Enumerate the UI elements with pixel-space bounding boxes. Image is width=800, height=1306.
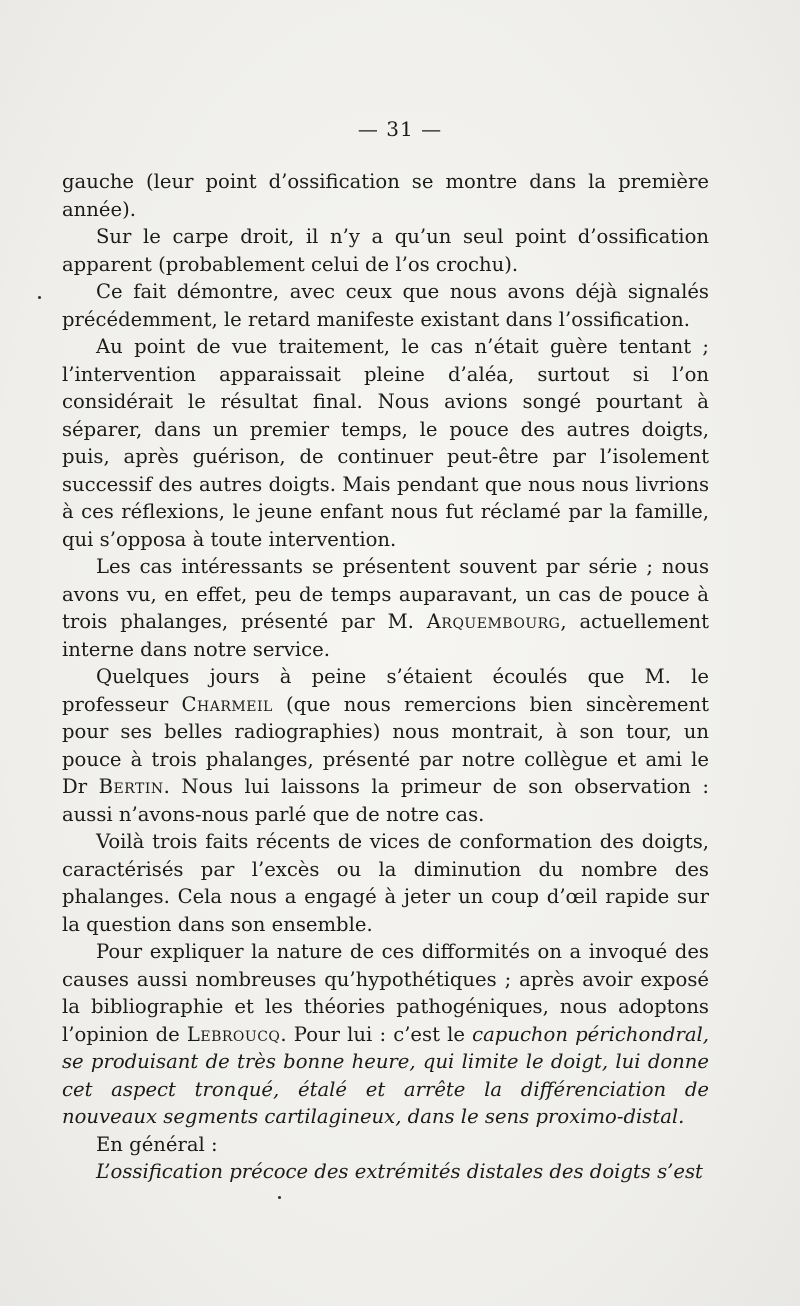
text-run: Pour expliquer la nature de ces difformités on a invoqué des causes aussi nombreuses qu’hypothétiques ; après avoir exposé la bibliographie et les théories pathogéniques, nous adoptons l’opinion de [62,940,709,1046]
text-run: Au point de vue traitement, le cas n’était guère tentant ; l’intervention apparaissait pleine d’aléa, surtout si l’on considérait le résultat final. Nous avions songé pourtant à séparer, dans un premier temps, le pouce des autres doigts, puis, après guérison, de continuer peut-être par l’isolement successif des autres doigts. Mais pendant que nous nous livrions à ces réflexions, le jeune enfant nous fut réclamé par la famille, qui s’opposa à toute intervention. [62,335,709,551]
text-run: Bertin [98,775,164,798]
paragraph-p7 [62,828,709,938]
text-run: Ce fait démontre, avec ceux que nous avons déjà signalés précédemment, le retard manifeste existant dans l’ossification. [62,280,709,331]
paragraph-p3 [62,278,709,333]
text-run: Lebroucq [186,1022,281,1046]
paragraph-p1 [62,168,709,223]
text-run: Voilà trois faits récents de vices de conformation des doigts, caractérisés par l’excès ou la diminution du nombre des phalanges. Cela nous a engagé à jeter un coup d’œil rapide sur la question dans son ensemble. [62,830,709,936]
text-run: Les cas intéressants se présentent souvent par série ; nous avons vu, en effet, peu de temps auparavant, un cas de pouce à trois phalanges, présenté par M. [62,555,709,633]
text-run: . Nous lui laissons la primeur de son observation : aussi n’avons-nous parlé que de notre cas. [62,775,709,826]
speck [38,296,41,299]
paragraph-p6 [62,663,709,828]
text-run: En général : [96,1132,218,1156]
text-run: Arquembourg [426,610,561,633]
paragraph-p9 [62,1131,709,1159]
page-number: — 31 — [357,117,443,141]
text-run: Quelques jours à peine s’étaient écoulés que M. le professeur [62,665,709,716]
paragraph-p10 [62,1158,709,1186]
text-run: (que nous remercions bien sincèrement pour ses belles radiographies) nous montrait, à son tour, un pouce à trois phalanges, présenté par notre collègue et ami le Dr [62,692,709,798]
text-run: capuchon périchondral, se produisant de très bonne heure, qui limite le doigt, lui donne cet aspect tronqué, étalé et arrête la différenciation de nouveaux segments cartilagineux, dans le sens proximo-distal. [62,1022,709,1128]
text-run: gauche (leur point d’ossification se montre dans la première année). [62,170,709,221]
text-run: L’ossification précoce des extrémités distales des doigts s’est [96,1160,703,1183]
speck [278,1196,281,1199]
text-run: . Pour lui : c’est le [280,1022,473,1046]
text-run: Charmeil [181,692,273,716]
paragraph-p4 [62,333,709,553]
text-run: , actuellement interne dans notre service. [62,610,709,661]
body-text [62,168,709,1186]
text-run: Sur le carpe droit, il n’y a qu’un seul point d’ossification apparent (probablement celui de l’os crochu). [62,225,709,276]
paragraph-p8 [62,938,709,1131]
paragraph-p5 [62,553,709,663]
paragraph-p2 [62,223,709,278]
